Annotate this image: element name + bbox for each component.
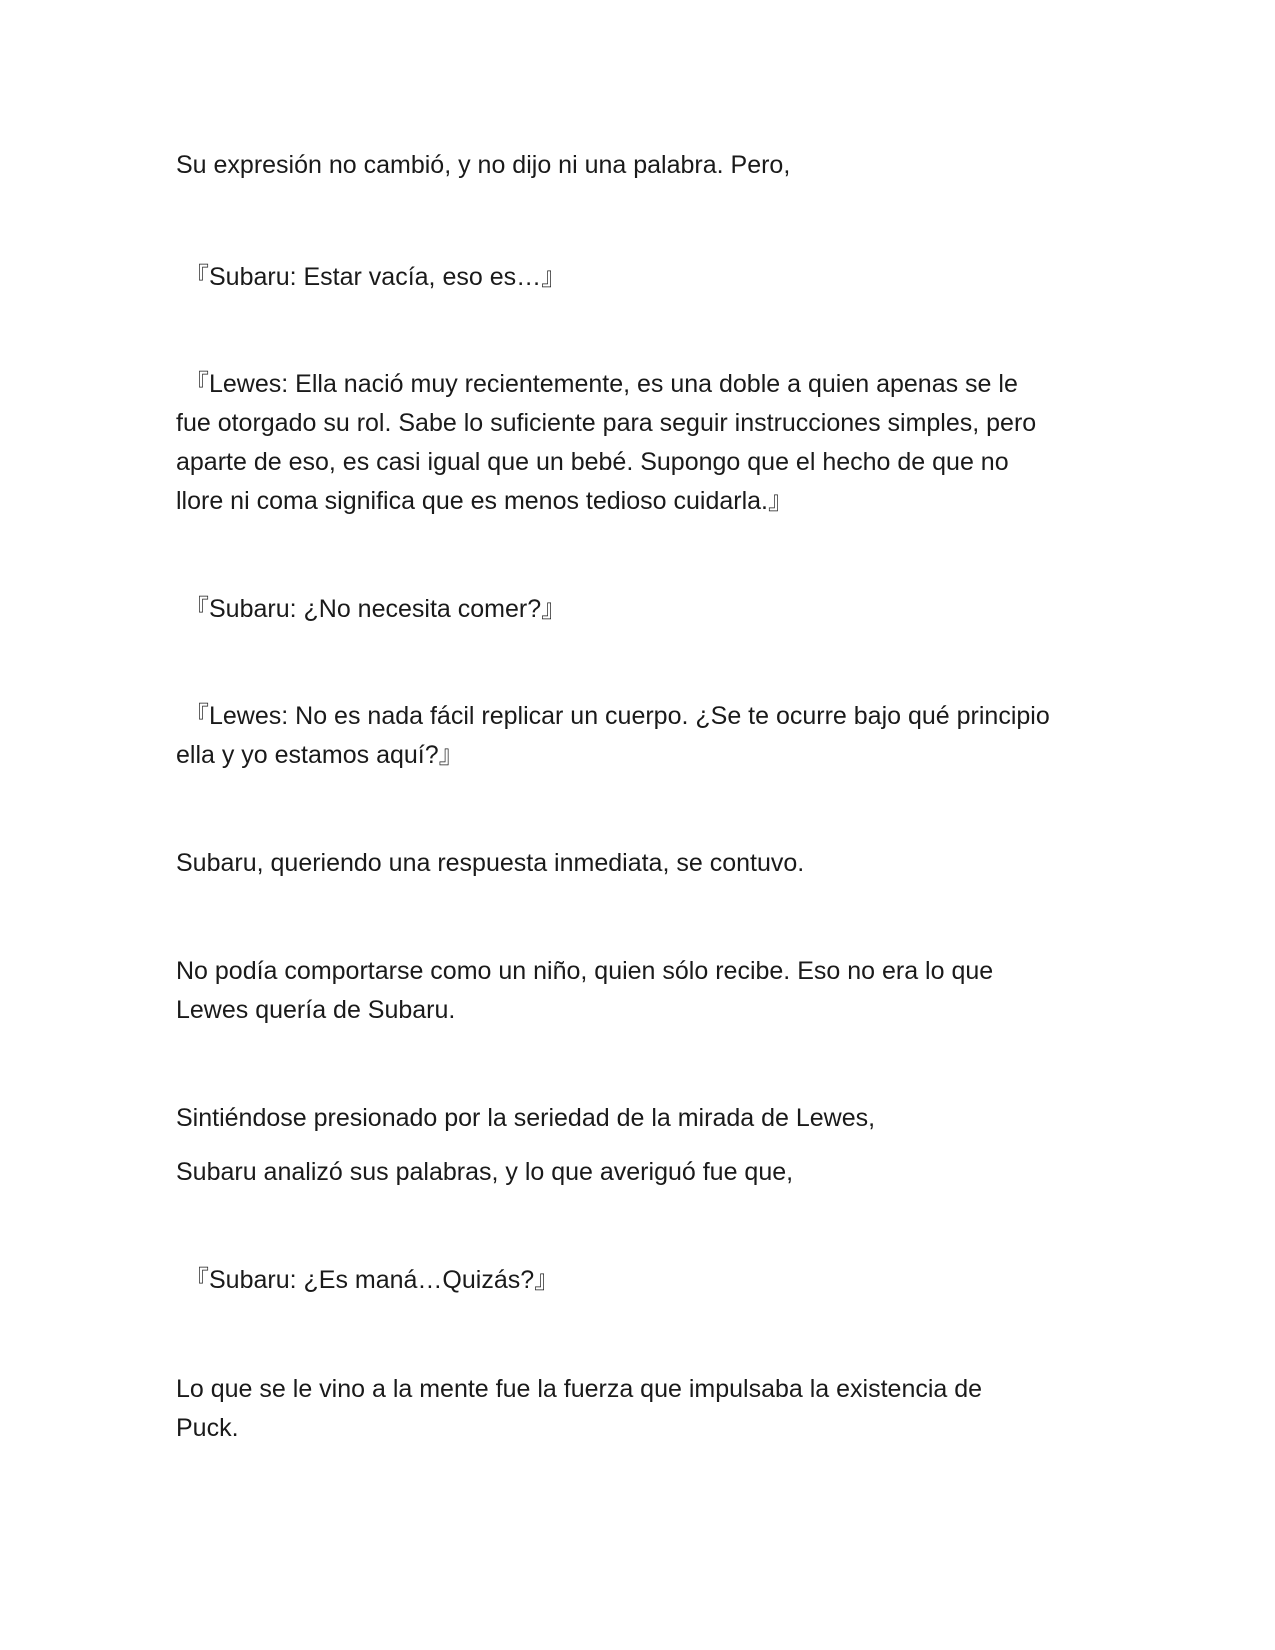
text-line-dialogue-lewes: 『Lewes: No es nada fácil replicar un cuerpo. ¿Se te ocurre bajo qué principio — [184, 702, 1050, 730]
text-line-narration-cont: Puck. — [176, 1414, 239, 1442]
text-line-narration: Su expresión no cambió, y no dijo ni una palabra. Pero, — [176, 151, 791, 179]
text-line-dialogue-subaru: 『Subaru: ¿Es maná…Quizás?』 — [184, 1266, 560, 1294]
text-line-narration: Subaru, queriendo una respuesta inmediata, se contuvo. — [176, 849, 805, 877]
text-line-narration: No podía comportarse como un niño, quien sólo recibe. Eso no era lo que — [176, 957, 994, 985]
text-line-narration: Subaru analizó sus palabras, y lo que averiguó fue que, — [176, 1158, 794, 1186]
text-line-narration-cont: Lewes quería de Subaru. — [176, 996, 456, 1024]
text-line-narration: Sintiéndose presionado por la seriedad de la mirada de Lewes, — [176, 1104, 876, 1132]
text-line-dialogue-lewes-cont: ella y yo estamos aquí?』 — [176, 741, 464, 769]
text-line-dialogue-lewes: 『Lewes: Ella nació muy recientemente, es una doble a quien apenas se le — [184, 370, 1018, 398]
text-line-narration: Lo que se le vino a la mente fue la fuerza que impulsaba la existencia de — [176, 1375, 983, 1403]
text-line-dialogue-subaru: 『Subaru: Estar vacía, eso es…』 — [184, 263, 567, 291]
text-line-dialogue-lewes-cont: llore ni coma significa que es menos tedioso cuidarla.』 — [176, 487, 793, 515]
text-line-dialogue-lewes-cont: fue otorgado su rol. Sabe lo suficiente para seguir instrucciones simples, pero — [176, 409, 1037, 437]
text-line-dialogue-lewes-cont: aparte de eso, es casi igual que un bebé. Supongo que el hecho de que no — [176, 448, 1009, 476]
text-line-dialogue-subaru: 『Subaru: ¿No necesita comer?』 — [184, 595, 567, 623]
